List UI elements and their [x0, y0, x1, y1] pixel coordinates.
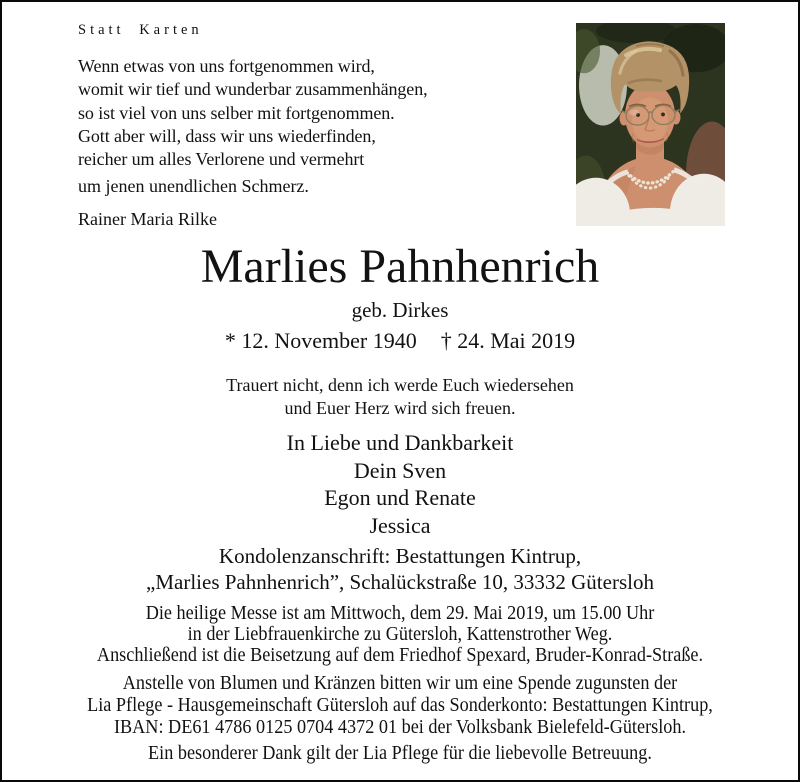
- statt-karten-label: Statt Karten: [78, 22, 203, 38]
- mourner-line: Egon und Renate: [324, 485, 476, 510]
- farewell-line: und Euer Herz wird sich freuen.: [284, 398, 516, 418]
- mourner-line: Dein Sven: [353, 457, 447, 483]
- mourner-line: In Liebe und Dankbarkeit: [286, 430, 514, 455]
- poem: [78, 55, 428, 171]
- donation-line: Lia Pflege - Hausgemeinschaft Gütersloh auf das Sonderkonto: Bestattungen Kintrup,: [87, 694, 713, 716]
- maiden-name: geb. Dirkes: [351, 298, 449, 322]
- donation-line: IBAN: DE61 4786 0125 0704 4372 01 bei der Volksbank Bielefeld-Gütersloh.: [113, 716, 687, 738]
- thanks-line: Ein besonderer Dank gilt der Lia Pflege für die liebevolle Betreuung.: [148, 742, 652, 764]
- poem-line: Gott aber will, dass wir uns wiederfinden,: [78, 125, 376, 146]
- life-dates: [2, 329, 798, 353]
- poem-line: so ist viel von uns selber mit fortgenommen.: [78, 102, 395, 123]
- condolence-address: [2, 543, 798, 595]
- mourner-line: Jessica: [369, 512, 431, 538]
- poem-author: Rainer Maria Rilke: [78, 209, 217, 229]
- mourners-list: [2, 429, 798, 539]
- service-line: Anschließend ist die Beisetzung auf dem Friedhof Spexard, Bruder-Konrad-Straße.: [96, 644, 704, 666]
- farewell-verse: [2, 374, 798, 420]
- portrait-photo-illustration: [576, 23, 725, 226]
- donation-info: [38, 672, 762, 738]
- condolence-line: Kondolenzanschrift: Bestattungen Kintrup,: [218, 544, 582, 568]
- farewell-line: Trauert nicht, denn ich werde Euch wiedersehen: [226, 375, 574, 395]
- poem-line: um jenen unendlichen Schmerz.: [78, 176, 309, 196]
- condolence-line: „Marlies Pahnhenrich”, Schalückstraße 10, 33332 Gütersloh: [146, 570, 654, 594]
- service-line: in der Liebfrauenkirche zu Gütersloh, Kattenstrother Weg.: [187, 623, 613, 645]
- portrait-photo: [576, 23, 725, 226]
- poem-line-last-and-author: [78, 176, 309, 230]
- poem-line: womit wir tief und wunderbar zusammenhängen,: [78, 79, 428, 100]
- birth-date: * 12. November 1940: [224, 328, 417, 353]
- service-line: Die heilige Messe ist am Mittwoch, dem 29. Mai 2019, um 15.00 Uhr: [145, 602, 655, 624]
- poem-line: reicher um alles Verlorene und vermehrt: [78, 149, 365, 170]
- deceased-name: Marlies Pahnhenrich: [200, 240, 600, 293]
- donation-line: Anstelle von Blumen und Kränzen bitten wir um eine Spende zugunsten der: [122, 672, 678, 694]
- funeral-service-info: [38, 603, 762, 666]
- poem-line: Wenn etwas von uns fortgenommen wird,: [78, 56, 375, 76]
- death-date: † 24. Mai 2019: [440, 328, 576, 353]
